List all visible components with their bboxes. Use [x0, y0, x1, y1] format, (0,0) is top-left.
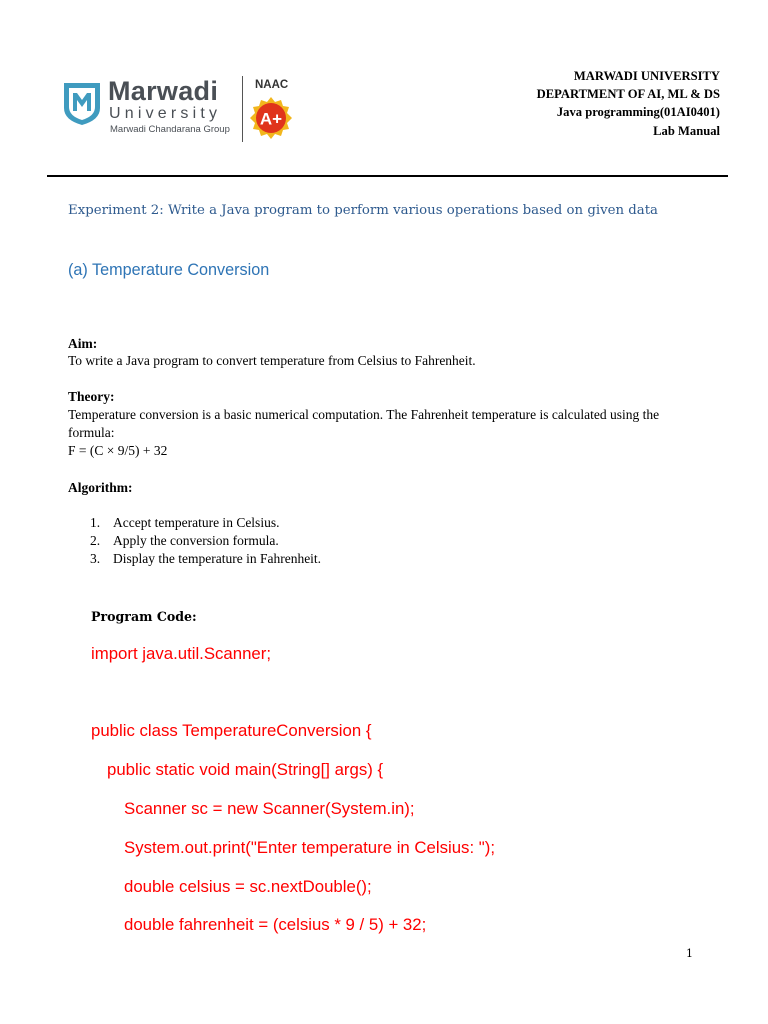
naac-grade-badge-icon: [249, 96, 293, 140]
theory-line: formula:: [68, 425, 115, 440]
algorithm-step: [90, 514, 279, 532]
logo-subtitle: University: [109, 105, 222, 122]
experiment-title: Experiment 2: Write a Java program to perform various operations based on given data: [68, 203, 658, 218]
step-text: Display the temperature in Fahrenheit.: [113, 551, 322, 566]
algorithm-step: [90, 532, 279, 550]
logo-divider: [242, 76, 243, 142]
university-logo: [62, 74, 298, 144]
program-code-label: Program Code:: [91, 609, 197, 624]
step-text: Apply the conversion formula.: [113, 533, 279, 548]
algorithm-step: [90, 550, 321, 568]
naac-grade-text: A+: [259, 109, 283, 129]
header-university: MARWADI UNIVERSITY: [573, 69, 720, 83]
theory-label: Theory:: [68, 389, 115, 404]
code-line: System.out.print("Enter temperature in Celsius: ");: [124, 838, 495, 857]
header-rule: [47, 175, 728, 177]
theory-formula: F = (C × 9/5) + 32: [68, 443, 168, 458]
section-title: (a) Temperature Conversion: [68, 261, 270, 279]
naac-label: NAAC: [255, 79, 289, 91]
logo-wordmark: Marwadi: [108, 76, 219, 106]
code-line: public static void main(String[] args) {: [107, 760, 384, 779]
code-line: double celsius = sc.nextDouble();: [124, 877, 372, 896]
step-number: 2.: [90, 533, 101, 548]
header-doc-type: Lab Manual: [653, 123, 720, 138]
shield-icon: [62, 80, 102, 126]
header-course: Java programming(01AI0401): [556, 105, 720, 120]
step-number: 1.: [90, 515, 101, 530]
theory-line: Temperature conversion is a basic numerical computation. The Fahrenheit temperature is calculated using the: [68, 407, 660, 422]
aim-text: To write a Java program to convert temperature from Celsius to Fahrenheit.: [68, 353, 476, 368]
code-line: public class TemperatureConversion {: [91, 721, 372, 740]
step-number: 3.: [90, 551, 101, 566]
code-line: double fahrenheit = (celsius * 9 / 5) + 32;: [124, 915, 427, 934]
algorithm-label: Algorithm:: [68, 480, 133, 495]
document-header: [537, 67, 720, 140]
aim-label: Aim:: [68, 336, 98, 351]
logo-group-name: Marwadi Chandarana Group: [110, 124, 230, 135]
page-number: 1: [686, 947, 693, 960]
step-text: Accept temperature in Celsius.: [113, 515, 280, 530]
code-line: import java.util.Scanner;: [91, 644, 272, 663]
code-line: Scanner sc = new Scanner(System.in);: [124, 799, 415, 818]
header-department: DEPARTMENT OF AI, ML & DS: [536, 87, 720, 102]
